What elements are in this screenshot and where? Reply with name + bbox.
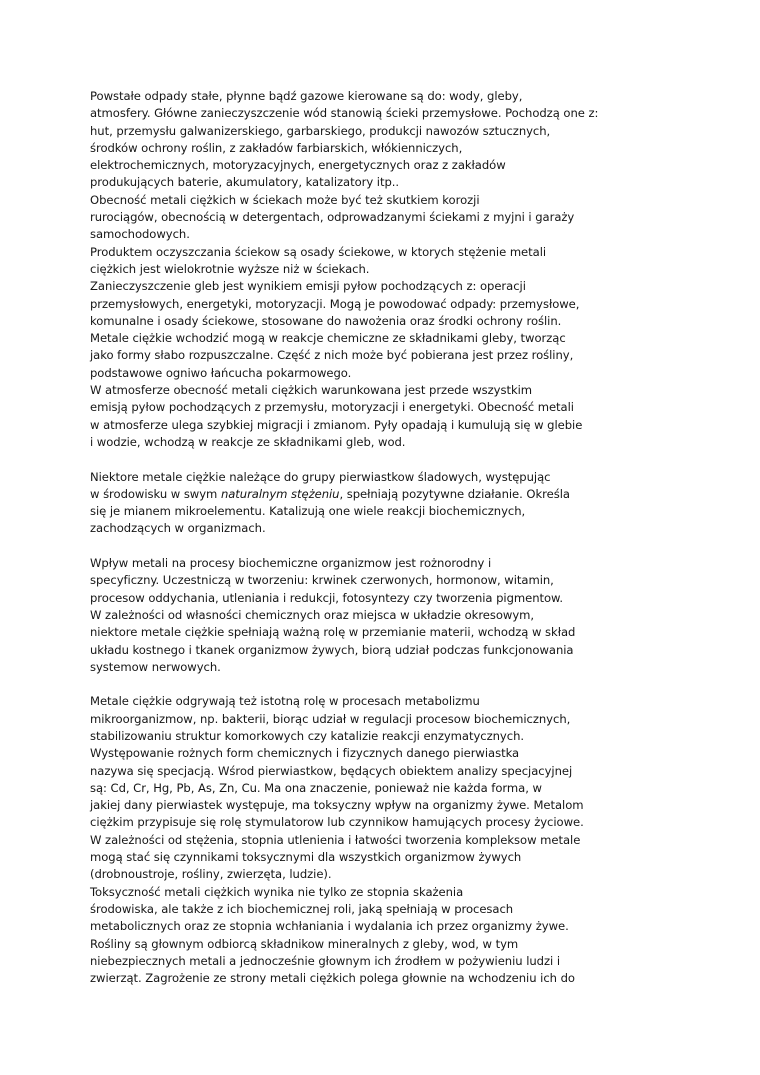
text-line: układu kostnego i tkanek organizmow żywych, biorą udział podczas funkcjonowania [90, 642, 574, 657]
italic-term: naturalnym stężeniu [220, 486, 340, 501]
text-line: procesow oddychania, utleniania i redukcji, fotosyntezy czy tworzenia pigmentow. [90, 590, 564, 605]
text-line: zachodzących w organizmach. [90, 521, 266, 536]
text-line: Metale ciężkie wchodzić mogą w reakcje chemiczne ze składnikami gleby, tworząc [90, 331, 566, 346]
text-line: podstawowe ogniwo łańcucha pokarmowego. [90, 365, 352, 380]
text-line: produkujących baterie, akumulatory, katalizatory itp.. [90, 175, 400, 190]
text-line: zwierząt. Zagrożenie ze strony metali ciężkich polega głownie na wchodzeniu ich do [90, 971, 575, 986]
text-line: systemow nerwowych. [90, 659, 221, 674]
text-run: w środowisku w swym [90, 486, 221, 501]
text-line: środków ochrony roślin, z zakładów farbiarskich, włókienniczych, [90, 140, 463, 155]
text-line: rurociągów, obecnością w detergentach, odprowadzanymi ściekami z myjni i garaży [90, 210, 575, 225]
text-line: niebezpiecznych metali a jednocześnie głownym ich źrodłem w pożywieniu ludzi i [90, 953, 560, 968]
text-line: W zależności od stężenia, stopnia utlenienia i łatwości tworzenia kompleksow metale [90, 832, 581, 847]
text-line: Rośliny są głownym odbiorcą składnikow mineralnych z gleby, wod, w tym [90, 936, 519, 951]
text-line: hut, przemysłu galwanizerskiego, garbarskiego, produkcji nawozów sztucznych, [90, 123, 551, 138]
text-line: w atmosferze ulega szybkiej migracji i zmianom. Pyły opadają i kumulują się w glebie [90, 417, 583, 432]
paragraph-spacer [90, 676, 630, 693]
document-page [90, 88, 630, 987]
text-line: stabilizowaniu struktur komorkowych czy katalizie reakcji enzymatycznych. [90, 728, 524, 743]
paragraph-metabolism-toxicity [90, 693, 630, 987]
text-line: i wodzie, wchodzą w reakcje ze składnikami gleb, wod. [90, 434, 406, 449]
text-line: samochodowych. [90, 227, 190, 242]
text-line: Powstałe odpady stałe, płynne bądź gazowe kierowane są do: wody, gleby, [90, 89, 523, 103]
text-line: komunalne i osady ściekowe, stosowane do nawożenia oraz środki ochrony roślin. [90, 313, 562, 328]
text-line: Produktem oczyszczania ściekow są osady ściekowe, w ktorych stężenie metali [90, 244, 547, 259]
text-line: W atmosferze obecność metali ciężkich warunkowana jest przede wszystkim [90, 383, 533, 398]
text-line: Zanieczyszczenie gleb jest wynikiem emisji pyłow pochodzących z: operacji [90, 279, 526, 294]
paragraph-spacer [90, 538, 630, 555]
text-line: Wpływ metali na procesy biochemiczne organizmow jest rożnorodny i [90, 556, 492, 571]
text-line: atmosfery. Główne zanieczyszczenie wód stanowią ścieki przemysłowe. Pochodzą one z: [90, 106, 599, 121]
paragraph-pollution-sources [90, 88, 630, 451]
text-line: Obecność metali ciężkich w ściekach może być też skutkiem korozji [90, 192, 480, 207]
text-line: metabolicznych oraz ze stopnia wchłaniania i wydalania ich przez organizmy żywe. [90, 919, 569, 934]
text-line: mogą stać się czynnikami toksycznymi dla wszystkich organizmow żywych [90, 850, 522, 865]
text-run: , spełniają pozytywne działanie. Określa [339, 486, 570, 501]
text-line: specyficzny. Uczestniczą w tworzeniu: krwinek czerwonych, hormonow, witamin, [90, 573, 554, 588]
text-line: się je mianem mikroelementu. Katalizują one wiele reakcji biochemicznych, [90, 504, 526, 519]
text-line: emisją pyłow pochodzących z przemysłu, motoryzacji i energetyki. Obecność metali [90, 400, 574, 415]
text-line: środowiska, ale także z ich biochemicznej roli, jaką spełniają w procesach [90, 901, 514, 916]
text-line: (drobnoustroje, rośliny, zwierzęta, ludzie). [90, 867, 332, 882]
text-line: nazywa się specjacją. Wśrod pierwiastkow, będących obiektem analizy specjacyjnej [90, 763, 573, 778]
text-line: ciężkim przypisuje się rolę stymulatorow lub czynnikow hamujących procesy życiowe. [90, 815, 584, 830]
text-line: jako formy słabo rozpuszczalne. Część z nich może być pobierana jest przez rośliny, [90, 348, 574, 363]
text-line-mixed [90, 486, 630, 503]
text-line: W zależności od własności chemicznych oraz miejsca w układzie okresowym, [90, 607, 535, 622]
text-line: ciężkich jest wielokrotnie wyższe niż w ściekach. [90, 261, 370, 276]
text-line: są: Cd, Cr, Hg, Pb, As, Zn, Cu. Ma ona znaczenie, ponieważ nie każda forma, w [90, 780, 542, 795]
text-line: przemysłowych, energetyki, motoryzacji. Mogą je powodować odpady: przemysłowe, [90, 296, 580, 311]
text-line: Niektore metale ciężkie należące do grupy pierwiastkow śladowych, występując [90, 469, 551, 484]
text-line: mikroorganizmow, np. bakterii, biorąc udział w regulacji procesow biochemicznych, [90, 711, 571, 726]
text-line: niektore metale ciężkie spełniają ważną rolę w przemianie materii, wchodzą w skład [90, 625, 576, 640]
text-line: Występowanie rożnych form chemicznych i fizycznych danego pierwiastka [90, 746, 520, 761]
text-line: Toksyczność metali ciężkich wynika nie tylko ze stopnia skażenia [90, 884, 464, 899]
text-line: elektrochemicznych, motoryzacyjnych, energetycznych oraz z zakładów [90, 158, 506, 173]
text-line: Metale ciężkie odgrywają też istotną rolę w procesach metabolizmu [90, 694, 480, 709]
paragraph-biochemical-influence [90, 555, 630, 676]
text-line: jakiej dany pierwiastek występuje, ma toksyczny wpływ na organizmy żywe. Metalom [90, 798, 584, 813]
paragraph-spacer [90, 451, 630, 468]
paragraph-trace-elements [90, 469, 630, 538]
